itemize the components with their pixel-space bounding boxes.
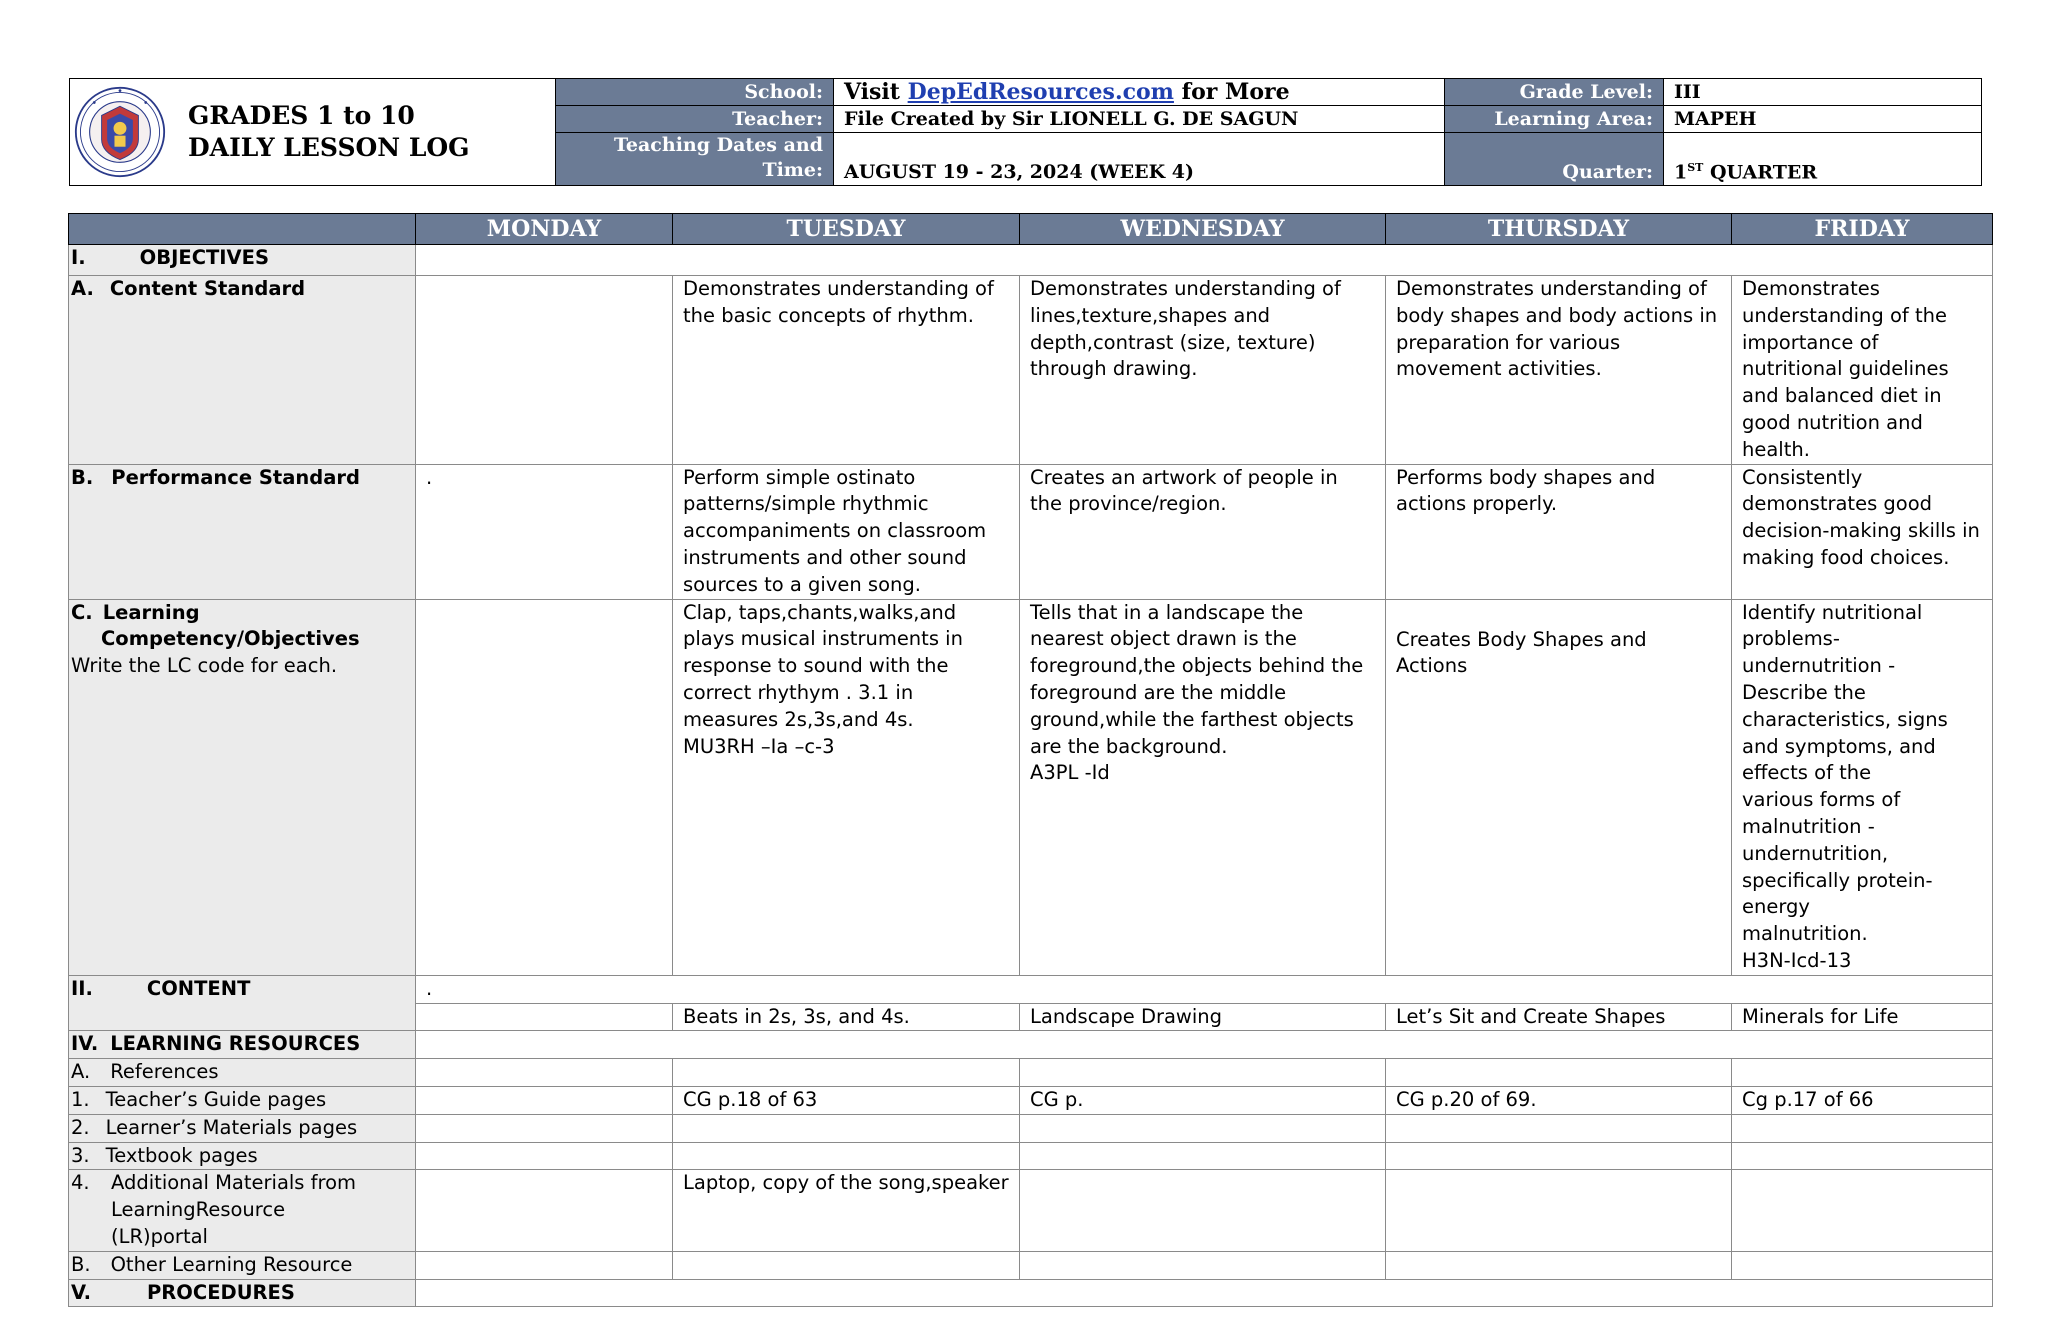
learning-competency-thursday [1386,599,1732,975]
learning-area-label: Learning Area: [1445,106,1664,133]
table-row-teachers-guide [69,1086,1993,1114]
learning-competency-text1: Learning [102,600,200,624]
quarter-label: Quarter: [1445,133,1664,186]
learning-area-value: MAPEH [1664,106,1982,133]
quarter-suffix: ST [1687,160,1704,174]
title-cell [70,79,556,186]
content-wednesday: Landscape Drawing [1020,1003,1386,1031]
content-note-cell: . [416,975,1993,1003]
learning-competency-thursday-text: Creates Body Shapes and Actions [1396,627,1647,678]
other-resource-thursday [1386,1251,1732,1279]
log-title-line2: DAILY LESSON LOG [188,133,470,162]
quarter-word: QUARTER [1710,161,1818,183]
teachers-guide-num: 1. [71,1087,90,1111]
day-header-tuesday: TUESDAY [673,214,1020,245]
learning-competency-tuesday [673,599,1020,975]
teachers-guide-tuesday: CG p.18 of 63 [673,1086,1020,1114]
learning-competency-friday-text3: malnutrition. [1742,922,1868,946]
performance-standard-label [69,464,416,599]
additional-materials-text1: Additional Materials from [111,1171,357,1195]
table-row-additional-materials [69,1170,1993,1251]
performance-standard-wednesday: Creates an artwork of people in the province/region. [1020,464,1386,599]
learning-competency-note: Write the LC code for each. [71,654,338,678]
additional-materials-thursday [1386,1170,1732,1251]
teachers-guide-text: Teacher’s Guide pages [105,1087,327,1111]
learners-materials-monday [416,1114,673,1142]
other-resource-tuesday [673,1251,1020,1279]
other-resource-monday [416,1251,673,1279]
additional-materials-hang [71,1170,405,1250]
day-header-monday: MONDAY [416,214,673,245]
additional-materials-wednesday [1020,1170,1386,1251]
table-row-references [69,1059,1993,1087]
content-standard-label [69,276,416,465]
textbook-monday [416,1142,673,1170]
header-blank-cell [69,214,416,245]
table-row-content [69,975,1993,1003]
learning-resources-label [69,1031,416,1059]
teachers-guide-thursday: CG p.20 of 69. [1386,1086,1732,1114]
other-resource-text: Other Learning Resource [110,1252,353,1276]
content-standard-tuesday: Demonstrates understanding of the basic concepts of rhythm. [673,276,1020,465]
references-monday [416,1059,673,1087]
table-row-content-standard [69,276,1993,465]
textbook-num: 3. [71,1143,90,1167]
content-monday [416,1003,673,1031]
day-header-thursday: THURSDAY [1386,214,1732,245]
learning-competency-wednesday-code: A3PL -Id [1030,761,1110,785]
daily-lesson-table [68,213,1993,1307]
teachers-guide-friday: Cg p.17 of 66 [1732,1086,1993,1114]
additional-materials-label [69,1170,416,1251]
learning-resources-text: LEARNING RESOURCES [110,1032,361,1056]
procedures-span-cell [416,1279,1993,1307]
grade-level-value: III [1664,79,1982,106]
other-resource-wednesday [1020,1251,1386,1279]
content-standard-wednesday: Demonstrates understanding of lines,texture,shapes and depth,contrast (size, texture) through drawing. [1020,276,1386,465]
learning-competency-friday-code: H3N-Icd-13 [1742,948,1852,972]
additional-materials-text3: (LR)portal [111,1224,208,1248]
content-text: CONTENT [146,976,251,1000]
additional-materials-tuesday: Laptop, copy of the song,speaker [673,1170,1020,1251]
references-text: References [110,1060,219,1084]
school-value [834,79,1445,106]
references-num: A. [71,1060,91,1084]
objectives-span-cell [416,245,1993,276]
learning-competency-num: C. [71,600,93,624]
log-title [188,100,470,164]
learners-materials-thursday [1386,1114,1732,1142]
day-header-wednesday: WEDNESDAY [1020,214,1386,245]
performance-standard-tuesday: Perform simple ostinato patterns/simple rhythmic accompaniments on classroom instruments and other sound sources to a given song. [673,464,1020,599]
table-row-objectives [69,245,1993,276]
learners-materials-num: 2. [71,1115,90,1139]
textbook-tuesday [673,1142,1020,1170]
textbook-label [69,1142,416,1170]
teaching-dates-value: AUGUST 19 - 23, 2024 (WEEK 4) [834,133,1445,186]
learners-materials-text: Learner’s Materials pages [105,1115,358,1139]
textbook-friday [1732,1142,1993,1170]
procedures-label [69,1279,416,1307]
content-standard-num: A. [71,277,94,300]
textbook-wednesday [1020,1142,1386,1170]
table-row-other-resource [69,1251,1993,1279]
textbook-thursday [1386,1142,1732,1170]
additional-materials-monday [416,1170,673,1251]
learning-competency-line1 [71,600,405,627]
additional-materials-friday [1732,1170,1993,1251]
learning-competency-tuesday-code: MU3RH –Ia –c-3 [683,734,835,758]
log-title-line1: GRADES 1 to 10 [188,101,415,130]
objectives-label [69,245,416,276]
references-tuesday [673,1059,1020,1087]
procedures-num: V. [71,1280,91,1304]
content-tuesday: Beats in 2s, 3s, and 4s. [673,1003,1020,1031]
content-standard-thursday: Demonstrates understanding of body shapes and body actions in preparation for various movement activities. [1386,276,1732,465]
lesson-log-header [69,78,1982,186]
deped-resources-link[interactable]: DepEdResources.com [907,79,1174,105]
additional-materials-text2: LearningResource [111,1198,286,1222]
teachers-guide-wednesday: CG p. [1020,1086,1386,1114]
table-row-learning-competency [69,599,1993,975]
learning-competency-label [69,599,416,975]
learning-competency-wednesday [1020,599,1386,975]
learning-competency-monday [416,599,673,975]
objectives-text: OBJECTIVES [139,246,270,269]
content-standard-monday [416,276,673,465]
learners-materials-tuesday [673,1114,1020,1142]
teaching-dates-label [556,133,834,186]
procedures-text: PROCEDURES [147,1280,295,1304]
learning-competency-tuesday-text: Clap, taps,chants,walks,and plays musical instruments in response to sound with the correct rhythym . 3.1 in measures 2s,3s,and 4s. [683,600,963,731]
learning-resources-num: IV. [71,1032,99,1056]
table-row-procedures [69,1279,1993,1307]
performance-standard-num: B. [71,465,94,489]
other-resource-num: B. [71,1252,91,1276]
table-row-learners-materials [69,1114,1993,1142]
teachers-guide-label [69,1086,416,1114]
learning-competency-friday-text1: Identify nutritional problems- undernutrition - Describe the characteristics, signs and symptoms, and effects of the [1742,600,1948,785]
deped-seal-icon [74,86,166,178]
references-label [69,1059,416,1087]
additional-materials-lines [111,1170,356,1250]
day-header-friday: FRIDAY [1732,214,1993,245]
table-row-performance-standard [69,464,1993,599]
school-visit-text: Visit [844,79,900,105]
learning-resources-span-cell [416,1031,1993,1059]
teacher-value: File Created by Sir LIONELL G. DE SAGUN [834,106,1445,133]
content-friday: Minerals for Life [1732,1003,1993,1031]
teacher-label: Teacher: [556,106,834,133]
content-num: II. [71,976,93,1000]
teaching-dates-label-line1: Teaching Dates and [613,134,823,156]
table-row-textbook [69,1142,1993,1170]
performance-standard-monday: . [416,464,673,599]
performance-standard-friday: Consistently demonstrates good decision-making skills in making food choices. [1732,464,1993,599]
content-thursday: Let’s Sit and Create Shapes [1386,1003,1732,1031]
content-standard-text: Content Standard [109,277,306,300]
learning-competency-wednesday-text: Tells that in a landscape the nearest object drawn is the foreground,the objects behind the foreground are the middle ground,while the farthest objects are the background. [1030,600,1364,758]
performance-standard-thursday: Performs body shapes and actions properly. [1386,464,1732,599]
quarter-value [1664,133,1982,186]
performance-standard-text: Performance Standard [111,465,360,489]
grade-level-label: Grade Level: [1445,79,1664,106]
table-row-learning-resources [69,1031,1993,1059]
references-thursday [1386,1059,1732,1087]
teachers-guide-monday [416,1086,673,1114]
school-more-text: for More [1181,79,1290,105]
other-resource-friday [1732,1251,1993,1279]
learning-competency-friday-text2: various forms of malnutrition - undernutrition, specifically protein-energy [1742,788,1933,919]
teaching-dates-label-line2: Time: [762,159,823,181]
references-friday [1732,1059,1993,1087]
quarter-number: 1 [1674,161,1688,183]
learners-materials-label [69,1114,416,1142]
school-label: School: [556,79,834,106]
learners-materials-friday [1732,1114,1993,1142]
objectives-num: I. [71,246,86,269]
additional-materials-num: 4. [71,1171,90,1195]
content-label [69,975,416,1031]
learning-competency-friday [1732,599,1993,975]
other-resource-label [69,1251,416,1279]
learners-materials-wednesday [1020,1114,1386,1142]
learning-competency-text2: Competency/Objectives [101,627,360,651]
content-standard-friday: Demonstrates understanding of the importance of nutritional guidelines and balanced diet in good nutrition and health. [1732,276,1993,465]
textbook-text: Textbook pages [105,1143,258,1167]
references-wednesday [1020,1059,1386,1087]
